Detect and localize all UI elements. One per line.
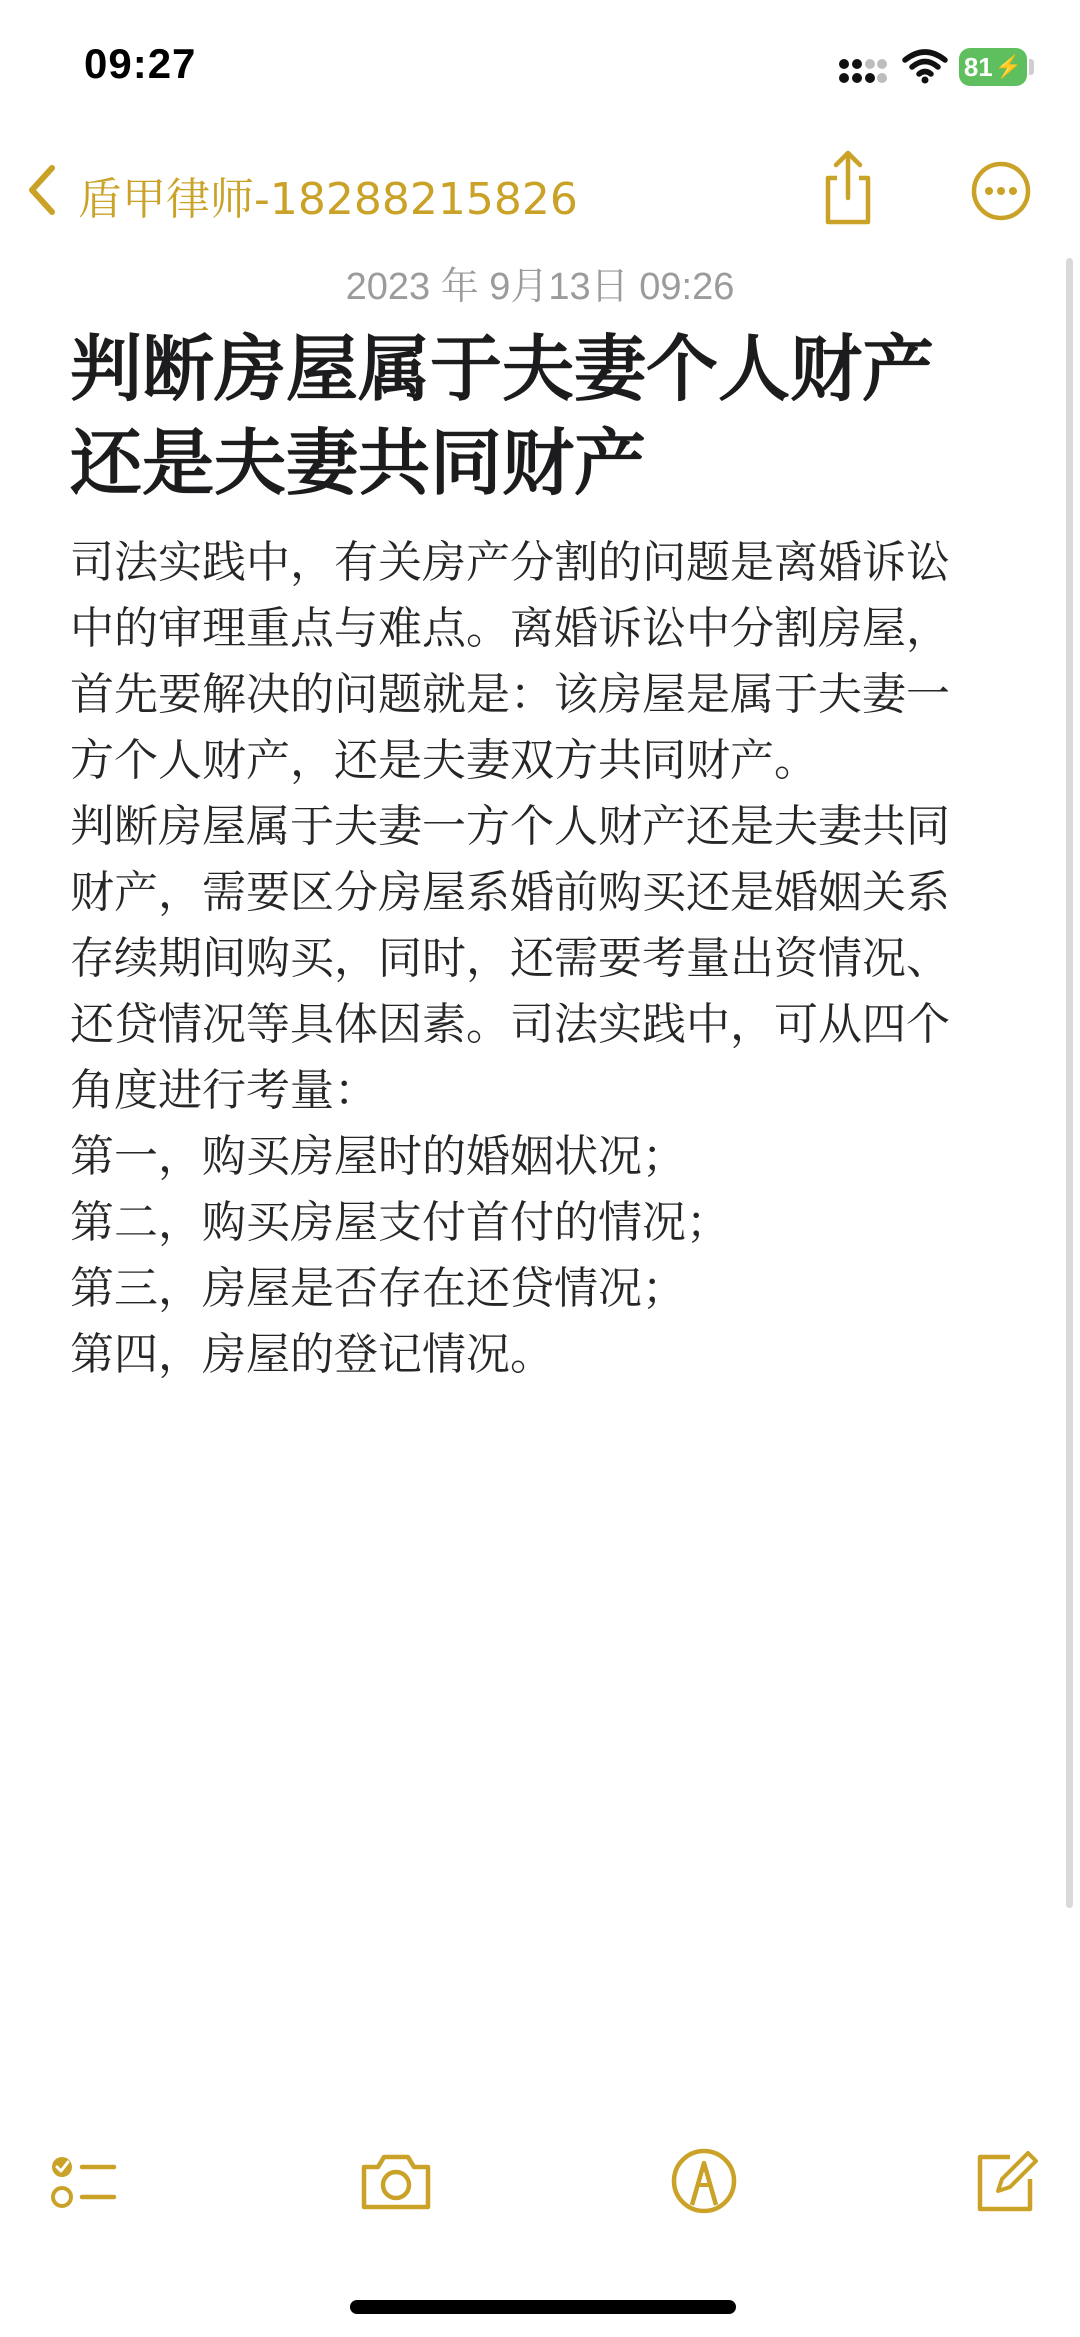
compose-icon <box>970 2145 1042 2217</box>
signal-icon <box>836 52 888 88</box>
markup-icon <box>668 2145 740 2217</box>
note-date: 2023 年 9月13日 09:26 <box>345 266 735 308</box>
note-paragraph: 判断房屋属于夫妻一方个人财产还是夫妻共同财产，需要区分房屋系婚前购买还是婚姻关系存续期间购买，同时，还需要考量出资情况、还贷情况等具体因素。司法实践中，可从四个角度进行考量： <box>70 801 950 1116</box>
note-title[interactable]: 判断房屋属于夫妻个人财产还是夫妻共同财产 <box>70 327 935 505</box>
camera-button[interactable] <box>358 2145 434 2217</box>
note-paragraph: 第一，购买房屋时的婚姻状况； <box>70 1131 686 1182</box>
markup-button[interactable] <box>668 2145 740 2217</box>
chevron-left-icon[interactable] <box>22 160 62 220</box>
note-paragraph: 第四，房屋的登记情况。 <box>70 1329 554 1380</box>
note-body[interactable] <box>70 530 990 1388</box>
battery-level: 81 <box>963 51 993 82</box>
back-folder-title[interactable]: 盾甲律师-18288215826 <box>78 174 578 225</box>
status-time: 09:27 <box>84 40 197 87</box>
battery-cap <box>1029 59 1034 75</box>
compose-button[interactable] <box>970 2145 1042 2217</box>
battery-icon <box>959 48 1027 86</box>
wifi-icon <box>901 48 949 84</box>
checklist-button[interactable] <box>48 2145 120 2217</box>
home-indicator[interactable] <box>350 2300 736 2314</box>
charging-bolt-icon: ⚡ <box>994 54 1023 79</box>
note-paragraph: 司法实践中，有关房产分割的问题是离婚诉讼中的审理重点与难点。离婚诉讼中分割房屋，首先要解决的问题就是：该房屋是属于夫妻一方个人财产，还是夫妻双方共同财产。 <box>70 537 950 786</box>
more-icon[interactable] <box>970 160 1032 222</box>
share-icon[interactable] <box>820 148 876 228</box>
camera-icon <box>358 2145 434 2217</box>
note-paragraph: 第三，房屋是否存在还贷情况； <box>70 1263 686 1314</box>
scrollbar[interactable] <box>1066 258 1073 1908</box>
note-paragraph: 第二，购买房屋支付首付的情况； <box>70 1197 730 1248</box>
checklist-icon <box>48 2145 120 2217</box>
